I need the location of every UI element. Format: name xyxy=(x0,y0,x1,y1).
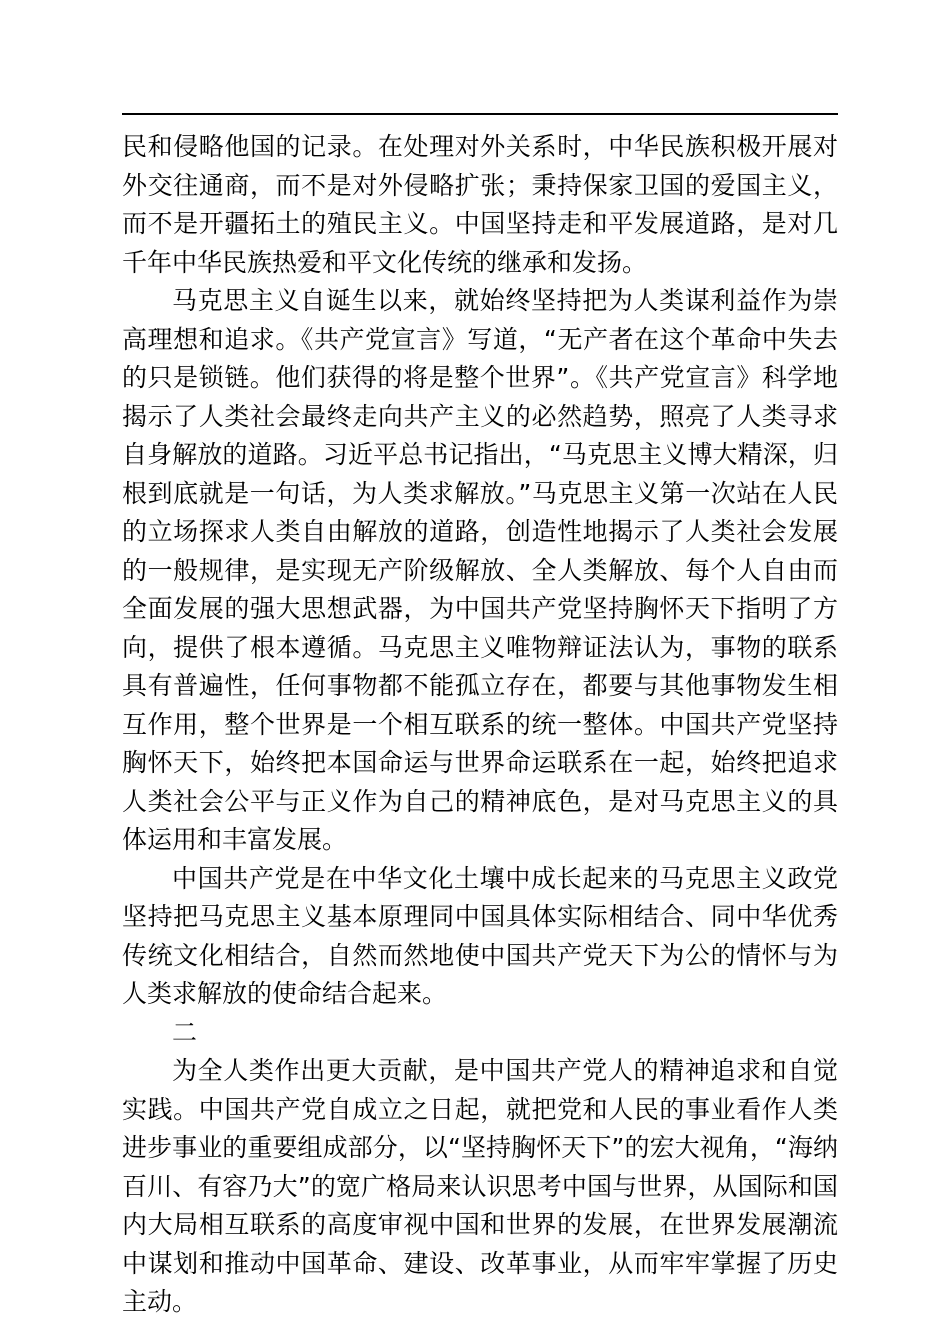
header-rule xyxy=(122,113,838,115)
section-heading: 二 xyxy=(172,1017,198,1047)
paragraph-contribution: 为全人类作出更大贡献，是中国共产党人的精神追求和自觉实践。中国共产党自成立之日起，就把党和人民的事业看作人类进步事业的重要组成部分，以“坚持胸怀天下”的宏大视角，“海纳百川、有容乃大”的宽广格局来认识思考中国与世界，从国际和国内大局相互联系的高度审视中国和世界的发展，在世界发展潮流中谋划和推动中国革命、建设、改革事业，从而牢牢掌握了历史主动。 xyxy=(122,1056,838,1316)
paragraph-continued: 民和侵略他国的记录。在处理对外关系时，中华民族积极开展对外交往通商，而不是对外侵略扩张；秉持保家卫国的爱国主义，而不是开疆拓土的殖民主义。中国坚持走和平发展道路，是对几千年中华民族热爱和平文化传统的继承和发扬。 xyxy=(122,132,838,277)
paragraph-chinese-culture: 中国共产党是在中华文化土壤中成长起来的马克思主义政党坚持把马克思主义基本原理同中国具体实际相结合、同中华优秀传统文化相结合，自然而然地使中国共产党天下为公的情怀与为人类求解放的使命结合起来。 xyxy=(122,863,838,1008)
document-body xyxy=(122,128,838,1322)
paragraph-marxism: 马克思主义自诞生以来，就始终坚持把为人类谋利益作为崇高理想和追求。《共产党宣言》写道，“无产者在这个革命中失去的只是锁链。他们获得的将是整个世界”。《共产党宣言》科学地揭示了人类社会最终走向共产主义的必然趋势，照亮了人类寻求自身解放的道路。习近平总书记指出，“马克思主义博大精深，归根到底就是一句话，为人类求解放。”马克思主义第一次站在人民的立场探求人类自由解放的道路，创造性地揭示了人类社会发展的一般规律，是实现无产阶级解放、全人类解放、每个人自由而全面发展的强大思想武器，为中国共产党坚持胸怀天下指明了方向，提供了根本遵循。马克思主义唯物辩证法认为，事物的联系具有普遍性，任何事物都不能孤立存在，都要与其他事物发生相互作用，整个世界是一个相互联系的统一整体。中国共产党坚持胸怀天下，始终把本国命运与世界命运联系在一起，始终把追求人类社会公平与正义作为自己的精神底色，是对马克思主义的具体运用和丰富发展。 xyxy=(122,286,838,854)
